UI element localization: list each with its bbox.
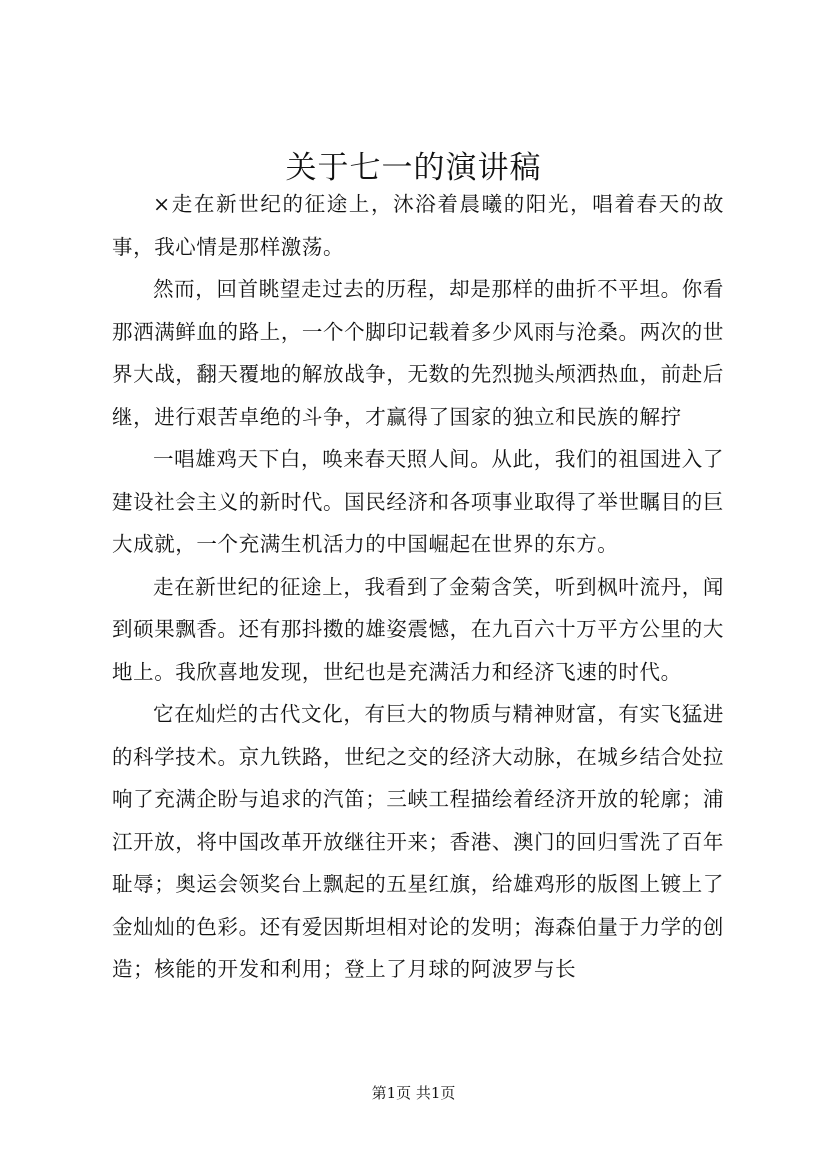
- paragraph-4: 走在新世纪的征途上，我看到了金菊含笑，听到枫叶流丹，闻到硕果飘香。还有那抖擞的雄姿震憾，在九百六十万平方公里的大地上。我欣喜地发现，世纪也是充满活力和经济飞速的时代。: [112, 574, 724, 684]
- paragraph-1: ×走在新世纪的征途上，沐浴着晨曦的阳光，唱着春天的故事，我心情是那样激荡。: [112, 192, 724, 259]
- document-title: 关于七一的演讲稿: [285, 150, 542, 186]
- page-footer: 第1页 共1页: [371, 1084, 456, 1102]
- document-body: [112, 183, 724, 991]
- paragraph-3: 一唱雄鸡天下白，唤来春天照人间。从此，我们的祖国进入了建设社会主义的新时代。国民经济和各项事业取得了举世瞩目的巨大成就，一个充满生机活力的中国崛起在世界的东方。: [112, 447, 724, 556]
- paragraph-2: 然而，回首眺望走过去的历程，却是那样的曲折不平坦。你看那洒满鲜血的路上，一个个脚印记载着多少风雨与沧桑。两次的世界大战，翻天覆地的解放战争，无数的先烈抛头颅洒热血，前赴后继，进行艰苦卓绝的斗争，才赢得了国家的独立和民族的解拧: [112, 277, 724, 429]
- paragraph-5: 它在灿烂的古代文化，有巨大的物质与精神财富，有实飞猛进的科学技术。京九铁路，世纪之交的经济大动脉，在城乡结合处拉响了充满企盼与追求的汽笛；三峡工程描绘着经济开放的轮廓；浦江开放，将中国改革开放继往开来；香港、澳门的回归雪洗了百年耻辱；奥运会领奖台上飘起的五星红旗，给雄鸡形的版图上镀上了金灿灿的色彩。还有爱因斯坦相对论的发明；海森伯量于力学的创造；核能的开发和利用；登上了月球的阿波罗与长: [112, 702, 724, 981]
